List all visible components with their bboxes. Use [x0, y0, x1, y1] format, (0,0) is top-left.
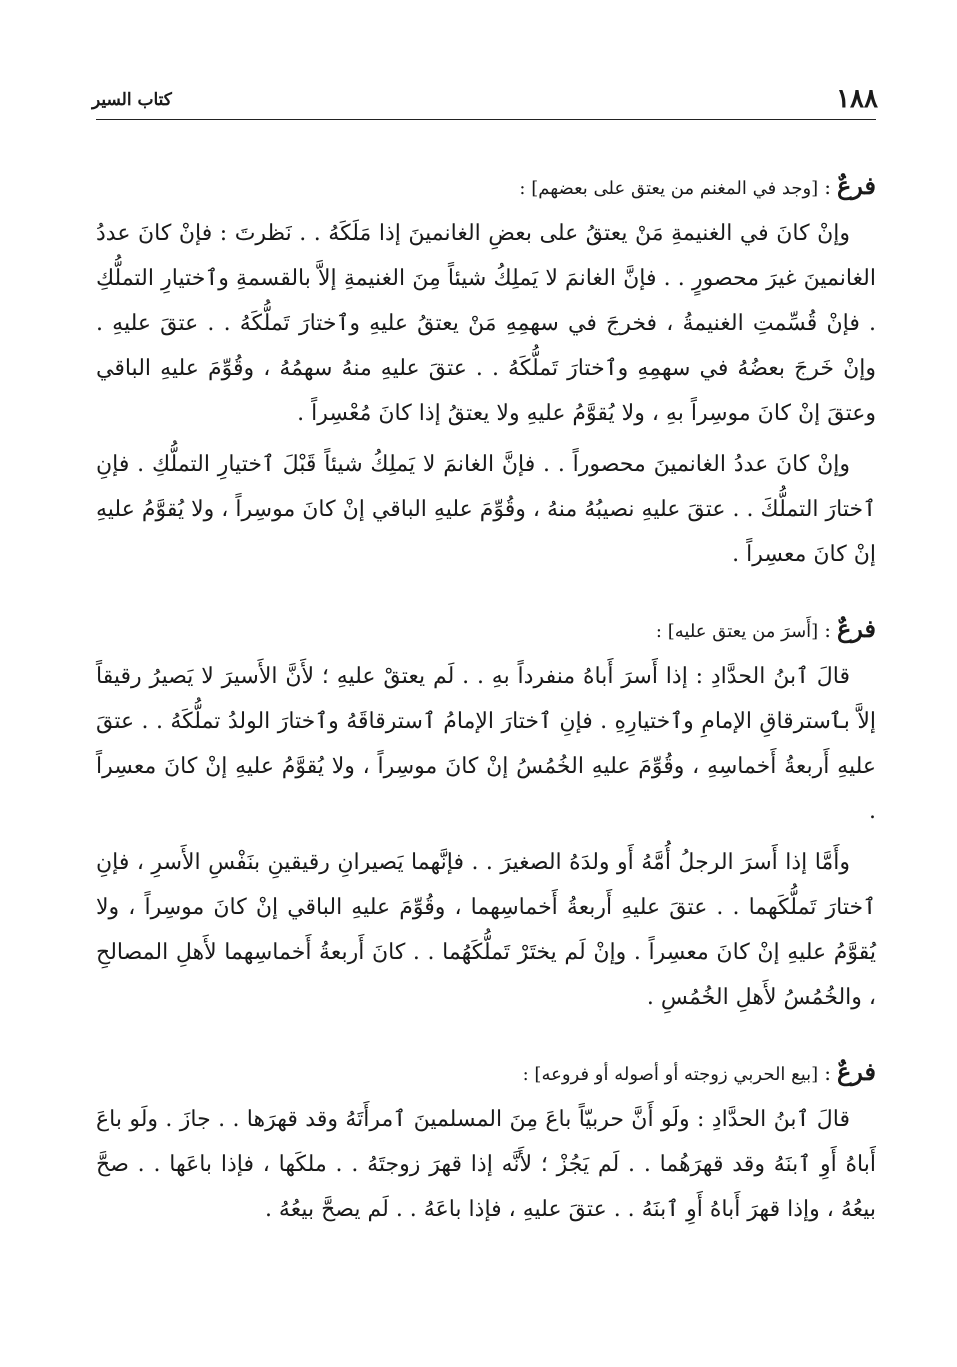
paragraph: قالَ ٱبنُ الحدَّادِ : ولَو أَنَّ حربيّاً باعَ مِنَ المسلمينَ ٱمرأَتَهُ وقد قهرَها . . جازَ . ولَو باعَ أَباهُ أَوِ ٱبنَهُ وقد قهرَهُما . . لَم يَجُزْ ؛ لأَنَّه إذا قهرَ زوجتَهُ . . ملكَها ، فإذا باعَها . . صحَّ بيعُهُ ، وإذا قهرَ أَباهُ أَوِ ٱبنَهُ . . عتقَ عليهِ ، فإذا باعَهُ . . لَم يصحَّ بيعُهُ . — [96, 1107, 876, 1222]
heading-title: [بيع الحربي زوجته أو أصوله أو فروعه] : — [522, 1064, 819, 1085]
paragraph: وأَمَّا إذا أَسرَ الرجلُ أُمَّهُ أَو ولدَهُ الصغيرَ . . فإنَّهما يَصيرانِ رقيقينِ بنَفْسِ الأَسرِ ، فإنِ ٱختارَ تَملُّكَهما . . عتقَ عليهِ أَربعةُ أَخماسِهما ، وقُوِّمَ عليهِ الباقي إنْ كانَ موسِراً ، ولا يُقوَّمُ عليهِ إنْ كانَ معسِراً . وإنْ لَم يختَرْ تَملُّكَهُما . . كانَ أَربعةُ أَخماسِهما لأَهلِ المصالحِ ، والخُمُسُ لأَهلِ الخُمُسِ . — [96, 850, 876, 1010]
heading-title: [وجد في المغنم من يعتق على بعضهم] : — [519, 178, 819, 199]
page-body — [96, 168, 876, 1266]
section-1 — [96, 168, 876, 577]
heading-label: فرعٌ — [836, 1057, 876, 1086]
heading-label: فرعٌ — [836, 614, 876, 643]
section-2 — [96, 611, 876, 1020]
section-heading — [96, 1054, 876, 1093]
heading-separator: : — [824, 1061, 831, 1085]
heading-separator: : — [824, 618, 831, 642]
paragraph: وإنْ كانَ في الغنيمةِ مَنْ يعتقُ على بعضِ الغانمينَ إذا مَلَكَهُ . . نَظرتَ : فإنْ كانَ عددُ الغانمينَ غيرَ محصورٍ . . فإنَّ الغانمَ لا يَملِكُ شيئاً مِنَ الغنيمةِ إلاَّ بالقسمةِ وٱختيارِ التملُّكِ . فإنْ قُسِّمتِ الغنيمةُ ، فخرجَ في سهمِهِ مَنْ يعتقُ عليهِ وٱختارَ تَملُّكَهُ . . عتقَ عليهِ . وإنْ خَرجَ بعضُهُ في سهمِهِ وٱختارَ تَملُّكَهُ . . عتقَ عليهِ منهُ سهمُهُ ، وقُوِّمَ عليهِ الباقي وعتقَ إنْ كانَ موسِراً بهِ ، ولا يُقوَّمُ عليهِ ولا يعتقُ إذا كانَ مُعْسِراً . — [96, 221, 876, 426]
paragraph: وإنْ كانَ عددُ الغانمينَ محصوراً . . فإنَّ الغانمَ لا يَملِكُ شيئاً قَبْلَ ٱختيارِ التملُّكِ . فإنِ ٱختارَ التملُّكَ . . عتقَ عليهِ نصيبُهُ منهُ ، وقُوِّمَ عليهِ الباقي إنْ كانَ موسِراً ، ولا يُقوَّمُ عليهِ إنْ كانَ معسِراً . — [96, 452, 876, 567]
heading-label: فرعٌ — [836, 171, 876, 200]
paragraph: قالَ ٱبنُ الحدَّادِ : إذا أَسرَ أَباهُ منفرداً بهِ . . لَم يعتقْ عليهِ ؛ لأَنَّ الأَسيرَ لا يَصيرُ رقيقاً إلاَّ بٱسترقاقِ الإمامِ وٱختيارِهِ . فإنِ ٱختارَ الإمامُ ٱسترقاقَهُ وٱختارَ الولدُ تملُّكَهُ . . عتقَ عليهِ أَربعةُ أَخماسِهِ ، وقُوِّمَ عليهِ الخُمُسُ إنْ كانَ موسِراً ، ولا يُقوَّمُ عليهِ إنْ كانَ معسِراً . — [96, 664, 876, 824]
page-number: ١٨٨ — [836, 84, 878, 114]
heading-title: [أَسرَ من يعتق عليه] : — [655, 621, 819, 642]
heading-separator: : — [824, 175, 831, 199]
header-rule — [96, 119, 876, 120]
section-heading — [96, 611, 876, 650]
running-title: كتاب السير — [92, 90, 172, 110]
section-3 — [96, 1054, 876, 1232]
page-header — [92, 82, 878, 118]
section-heading — [96, 168, 876, 207]
